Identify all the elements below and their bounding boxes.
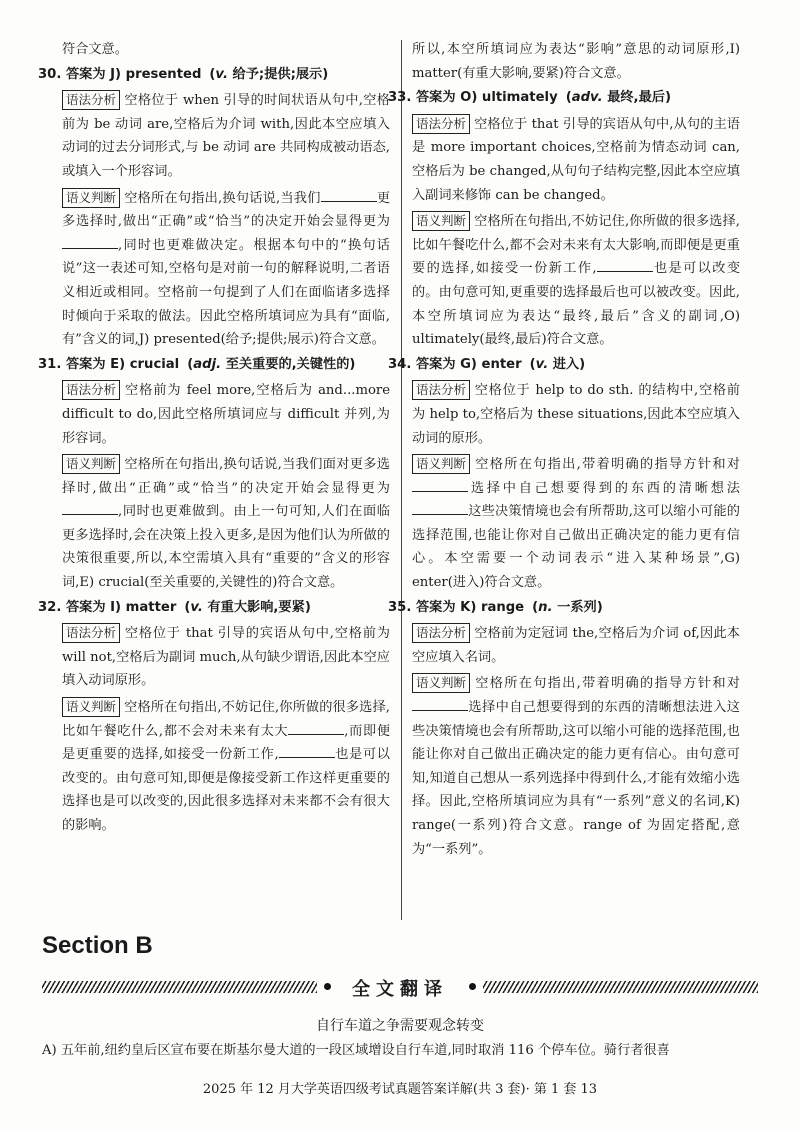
blank-line	[412, 477, 468, 492]
semantic-analysis: 语义判断 空格所在句指出,带着明确的指导方针和对选择中自己想要得到的东西的清晰想法这些决策情境也会有所帮助,这可以缩小可能的选择范围,也能让你对自己做出正确决定的能力更有信心。本空需要一个动词表示“进入某种场景”,G) enter(进入)符合文意。	[412, 456, 740, 591]
semantic-tag: 语义判断	[62, 697, 120, 717]
grammar-analysis: 语法分析 空格位于 that 引导的宾语从句中,空格前为 will not,空格后为副词 much,从句缺少谓语,因此本空应填入动词原形。	[62, 625, 390, 689]
semantic-analysis: 语义判断 空格所在句指出,不妨记住,你所做的很多选择,比如午餐吃什么,都不会对未来有太大影响,而即便是更重要的选择,如接受一份新工作, 也是可以改变的。由句意可知,更重要的选择最后也可以被改变。因此,本空所填词应为表达“最终,最后”含义的副词,O) ultimately(最终,最后)符合文意。	[412, 213, 741, 348]
answer-heading: 32. 答案为 I) matter (v. 有重大影响,要紧)	[38, 599, 311, 615]
semantic-analysis: 语义判断 空格所在句指出,不妨记住,你所做的很多选择,比如午餐吃什么,都不会对未来有太大 ,而即便是更重要的选择,如接受一份新工作, 也是可以改变的。由句意可知,即便是像接受新工作这样更重要的选择也是可以改变的,因此很多选择对未来都不会有很大的影响。	[62, 699, 390, 833]
grammar-tag: 语法分析	[62, 90, 120, 110]
grammar-analysis: 语法分析 空格前为定冠词 the,空格后为介词 of,因此本空应填入名词。	[412, 625, 740, 665]
grammar-tag: 语法分析	[412, 114, 470, 134]
blank-line	[62, 500, 118, 515]
answer-item-32	[38, 596, 390, 838]
blank-line	[597, 257, 653, 272]
hatch-decoration-left	[42, 981, 317, 993]
grammar-analysis: 语法分析 空格位于 that 引导的宾语从句中,从句的主语是 more important choices,空格前为情态动词 can,空格后为 be changed,从句句子结构完整,因此本空应填入副词来修饰 can be changed。	[412, 115, 740, 203]
answer-heading: 30. 答案为 J) presented (v. 给予;提供;展示)	[38, 66, 329, 82]
page-footer: 2025 年 12 月大学英语四级考试真题答案详解(共 3 套)· 第 1 套 13	[202, 1082, 598, 1097]
column-divider	[401, 40, 402, 920]
blank-line	[288, 720, 344, 735]
grammar-tag: 语法分析	[62, 380, 120, 400]
translation-banner	[42, 975, 758, 999]
continuation-text: 所以,本空所填词应为表达“影响”意思的动词原形,I) matter(有重大影响,要紧)符合文意。	[412, 42, 740, 81]
grammar-tag: 语法分析	[412, 380, 470, 400]
section-heading: Section B	[42, 932, 153, 959]
grammar-tag: 语法分析	[62, 623, 120, 643]
banner-title: 全文翻译	[352, 979, 448, 1000]
left-column	[38, 38, 391, 838]
answer-item-31	[38, 353, 390, 595]
semantic-tag: 语义判断	[62, 454, 120, 474]
grammar-analysis: 语法分析 空格位于 when 引导的时间状语从句中,空格前为 be 动词 are,空格后为介词 with,因此本空应填入动词的过去分词形式,与 be 动词 are 共同构成被动语态,或填入一个形容词。	[62, 92, 390, 179]
blank-line	[412, 500, 468, 515]
semantic-analysis: 语义判断 空格所在句指出,换句话说,当我们面对更多选择时,做出“正确”或“恰当”的决定开始会显得更为,同时也更难做到。由上一句可知,人们在面临更多选择时,会在决策上投入更多,是因为他们认为所做的决策很重要,所以,本空需填入具有“重要的”含义的形容词,E) crucial(至关重要的,关键性的)符合文意。	[62, 456, 390, 591]
semantic-analysis: 语义判断 空格所在句指出,换句话说,当我们 更多选择时,做出“正确”或“恰当”的决定开始会显得更为,同时也更难做决定。根据本句中的“换句话说”这一表述可知,空格句是对前一句的解释说明,二者语义相近或相同。空格前一句提到了人们在面临诸多选择时倾向于采取的做法。因此空格所填词应为具有“面临,有”含义的词,J) presented(给予;提供;展示)符合文意。	[62, 187, 390, 352]
right-column	[388, 38, 741, 861]
semantic-tag: 语义判断	[412, 211, 470, 231]
bullet-dot-right	[469, 983, 476, 990]
answer-item-33	[388, 86, 741, 352]
answer-item-34	[388, 353, 740, 595]
answer-heading: 34. 答案为 G) enter (v. 进入)	[388, 356, 586, 372]
answer-heading: 33. 答案为 O) ultimately (adv. 最终,最后)	[388, 90, 671, 106]
grammar-analysis: 语法分析 空格前为 feel more,空格后为 and...more difficult to do,因此空格所填词应与 difficult 并列,为形容词。	[62, 382, 390, 446]
blank-line	[412, 696, 468, 711]
answer-heading: 35. 答案为 K) range (n. 一系列)	[388, 599, 603, 615]
semantic-tag: 语义判断	[412, 673, 470, 693]
blank-line	[279, 743, 335, 758]
answer-item-30	[38, 63, 391, 352]
grammar-tag: 语法分析	[412, 623, 470, 643]
semantic-analysis: 语义判断 空格所在句指出,带着明确的指导方针和对选择中自己想要得到的东西的清晰想法进入这些决策情境也会有所帮助,这可以缩小可能的选择范围,也能让你对自己做出正确决定的能力更有信心。由句意可知,知道自己想从一系列选择中得到什么,才能有效缩小选择。因此,空格所填词应为具有“一系列”意义的名词,K) range(一系列)符合文意。range of 为固定搭配,意为“一系列”。	[412, 675, 740, 857]
grammar-analysis: 语法分析 空格位于 help to do sth. 的结构中,空格前为 help to,空格后为 these situations,因此本空应填入动词的原形。	[412, 382, 740, 446]
answer-heading: 31. 答案为 E) crucial (adj. 至关重要的,关键性的)	[38, 356, 356, 372]
semantic-tag: 语义判断	[412, 454, 470, 474]
blank-line	[321, 187, 377, 202]
translation-paragraph-a: A) 五年前,纽约皇后区宣布要在斯基尔曼大道的一段区域增设自行车道,同时取消 116 个停车位。骑行者很喜	[42, 1043, 670, 1058]
continuation-text: 符合文意。	[62, 42, 128, 57]
bullet-dot-left	[324, 983, 331, 990]
hatch-decoration-right	[483, 981, 758, 993]
translation-title: 自行车道之争需要观念转变	[316, 1018, 484, 1034]
blank-line	[62, 234, 118, 249]
semantic-tag: 语义判断	[62, 188, 120, 208]
answer-item-35	[388, 596, 740, 862]
